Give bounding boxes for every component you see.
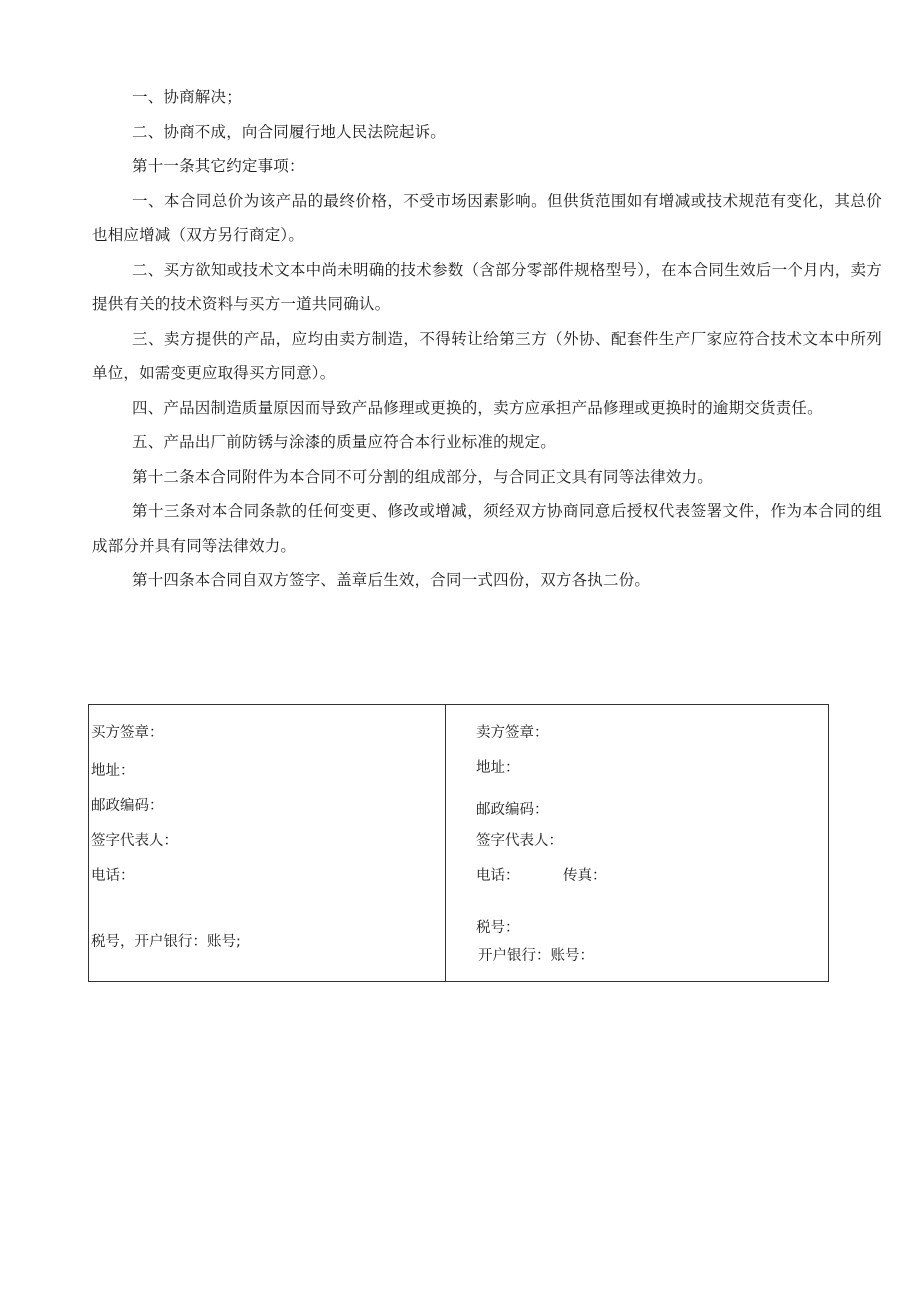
- clause-paragraph: 五、产品出厂前防锈与涂漆的质量应符合本行业标准的规定。: [132, 433, 556, 451]
- clause-heading: 第十三条对本合同条款的任何变更、修改或增减，须经双方协商同意后授权代表签署文件，作为本合同的组成部分并具有同等法律效力。: [92, 502, 882, 555]
- seller-representative-label: 签字代表人：: [476, 833, 563, 849]
- clause-heading: 第十一条其它约定事项：: [132, 157, 305, 175]
- clause-paragraph: 三、卖方提供的产品，应均由卖方制造，不得转让给第三方（外协、配套件生产厂家应符合技术文本中所列单位，如需变更应取得买方同意）。: [92, 329, 882, 382]
- buyer-signature-label: 买方签章：: [91, 725, 164, 741]
- buyer-representative-label: 签字代表人：: [91, 833, 178, 849]
- seller-bank-label: 开户银行：账号：: [478, 948, 594, 964]
- clause-paragraph: 一、协商解决；: [132, 88, 242, 106]
- seller-address-label: 地址：: [476, 760, 520, 776]
- clause-paragraph: 二、协商不成，向合同履行地人民法院起诉。: [132, 122, 447, 141]
- seller-signature-label: 卖方签章：: [476, 725, 549, 741]
- seller-tax-label: 税号：: [476, 920, 520, 936]
- clause-paragraph: 四、产品因制造质量原因而导致产品修理或更换的，卖方应承担产品修理或更换时的逾期交货责任。: [132, 398, 823, 417]
- clause-paragraph: 一、本合同总价为该产品的最终价格，不受市场因素影响。但供货范围如有增减或技术规范有变化，其总价也相应增减（双方另行商定）。: [92, 191, 882, 244]
- clause-paragraph: 二、买方欲知或技术文本中尚未明确的技术参数（含部分零部件规格型号），在本合同生效后一个月内，卖方提供有关的技术资料与买方一道共同确认。: [92, 260, 882, 313]
- buyer-phone-label: 电话：: [91, 868, 135, 884]
- signature-table: [88, 704, 829, 982]
- seller-fax-label: 传真：: [563, 868, 607, 884]
- contract-clauses: [92, 80, 882, 598]
- clause-heading: 第十二条本合同附件为本合同不可分割的组成部分，与合同正文具有同等法律效力。: [132, 467, 713, 486]
- buyer-tax-bank-label: 税号，开户银行：账号;: [91, 934, 241, 950]
- clause-heading: 第十四条本合同自双方签字、盖章后生效，合同一式四份，双方各执二份。: [132, 571, 651, 589]
- buyer-address-label: 地址：: [91, 763, 135, 779]
- buyer-postal-code-label: 邮政编码：: [91, 798, 164, 814]
- seller-postal-code-label: 邮政编码：: [476, 802, 549, 818]
- seller-phone-label: 电话：: [476, 868, 520, 884]
- table-divider: [445, 705, 446, 981]
